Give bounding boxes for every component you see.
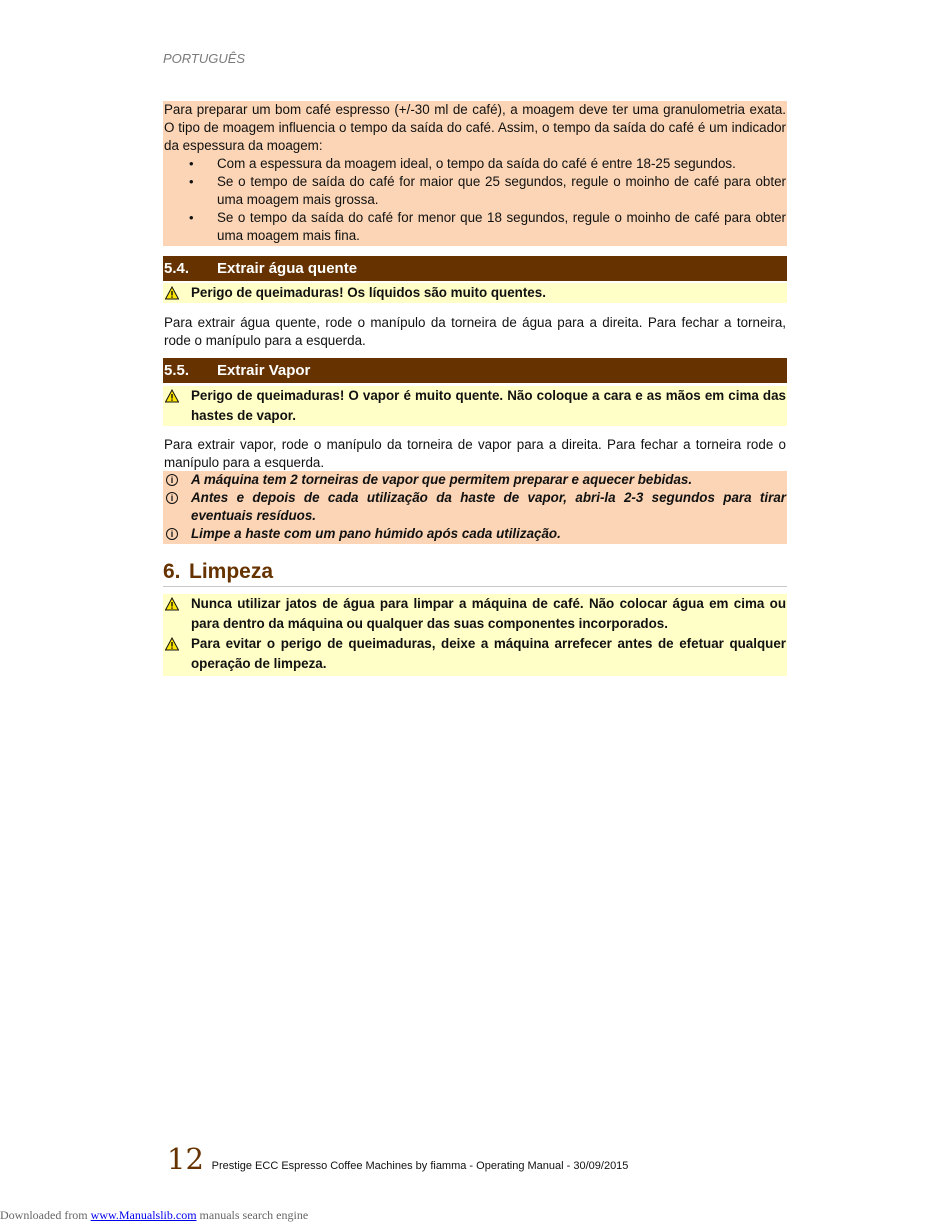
steam-warning bbox=[163, 386, 787, 426]
warning-row bbox=[163, 594, 787, 634]
page-footer bbox=[167, 1142, 628, 1176]
body-text: Para extrair vapor, rode o manípulo da torneira de vapor para a direita. Para fechar a torneira rode o manípulo para a esquerda. bbox=[164, 437, 786, 470]
chapter-heading-6 bbox=[163, 558, 787, 587]
language-header: PORTUGUÊS bbox=[163, 51, 246, 66]
warning-triangle-icon bbox=[165, 389, 179, 403]
info-row bbox=[163, 525, 787, 544]
section-heading-5-4 bbox=[163, 256, 787, 281]
bullet-icon: • bbox=[189, 156, 194, 171]
warning-triangle-icon bbox=[165, 637, 179, 651]
section-title: Extrair Vapor bbox=[217, 362, 311, 379]
bullet-icon: • bbox=[189, 210, 194, 225]
info-icon: i bbox=[166, 492, 178, 504]
warning-text: Perigo de queimaduras! O vapor é muito quente. Não coloque a cara e as mãos em cima das hastes de vapor. bbox=[191, 388, 786, 423]
section-number: 5.5. bbox=[164, 362, 190, 379]
hot-water-body bbox=[163, 314, 787, 350]
warning-text: Nunca utilizar jatos de água para limpar a máquina de café. Não colocar água em cima ou para dentro da máquina ou qualquer das suas componentes incorporados. bbox=[191, 596, 786, 631]
grind-bullet-list bbox=[163, 155, 787, 246]
warning-row bbox=[163, 283, 787, 303]
chapter-number: 6. bbox=[163, 560, 181, 583]
grind-intro-text: Para preparar um bom café espresso (+/-30 ml de café), a moagem deve ter uma granulometria exata. O tipo de moagem influencia o tempo da saída do café. Assim, o tempo da saída do café é um indicador da espessura da moagem: bbox=[164, 102, 786, 153]
bullet-icon: • bbox=[189, 174, 194, 189]
info-text: A máquina tem 2 torneiras de vapor que permitem preparar e aquecer bebidas. bbox=[191, 472, 693, 487]
page-number: 12 bbox=[167, 1142, 204, 1176]
list-item-text: Se o tempo de saída do café for maior que 25 segundos, regule o moinho de café para obter uma moagem mais grossa. bbox=[217, 174, 786, 207]
warning-row bbox=[163, 634, 787, 676]
list-item bbox=[189, 155, 787, 173]
download-bar bbox=[0, 1206, 308, 1224]
section-title: Extrair água quente bbox=[217, 260, 358, 277]
body-text: Para extrair água quente, rode o manípulo da torneira de água para a direita. Para fechar a torneira, rode o manípulo para a esquerda. bbox=[164, 315, 786, 348]
warning-triangle-icon bbox=[165, 286, 179, 300]
info-icon: i bbox=[166, 474, 178, 486]
info-text: Antes e depois de cada utilização da haste de vapor, abri-la 2-3 segundos para tirar eventuais resíduos. bbox=[191, 490, 786, 523]
section-number: 5.4. bbox=[164, 260, 190, 277]
warning-text: Perigo de queimaduras! Os líquidos são muito quentes. bbox=[191, 285, 546, 300]
warning-row bbox=[163, 386, 787, 426]
download-suffix: manuals search engine bbox=[199, 1208, 309, 1222]
download-prefix: Downloaded from bbox=[0, 1208, 88, 1222]
manualslib-link[interactable]: www.Manualslib.com bbox=[90, 1208, 197, 1222]
steam-info-box bbox=[163, 471, 787, 544]
warning-triangle-icon bbox=[165, 597, 179, 611]
chapter-title: Limpeza bbox=[189, 560, 274, 583]
list-item bbox=[189, 173, 787, 209]
info-text: Limpe a haste com um pano húmido após cada utilização. bbox=[191, 526, 561, 541]
footer-text: Prestige ECC Espresso Coffee Machines by fiamma - Operating Manual - 30/09/2015 bbox=[211, 1160, 629, 1172]
cleaning-warnings bbox=[163, 594, 787, 676]
list-item bbox=[189, 209, 787, 245]
info-icon: i bbox=[166, 528, 178, 540]
grind-info-box bbox=[163, 101, 787, 246]
list-item-text: Se o tempo da saída do café for menor que 18 segundos, regule o moinho de café para obter uma moagem mais fina. bbox=[217, 210, 786, 243]
section-heading-5-5 bbox=[163, 358, 787, 383]
info-row bbox=[163, 471, 787, 489]
info-row bbox=[163, 489, 787, 525]
hot-water-warning bbox=[163, 283, 787, 303]
list-item-text: Com a espessura da moagem ideal, o tempo da saída do café é entre 18-25 segundos. bbox=[217, 156, 736, 171]
warning-text: Para evitar o perigo de queimaduras, deixe a máquina arrefecer antes de efetuar qualquer operação de limpeza. bbox=[191, 636, 786, 671]
steam-body bbox=[163, 436, 787, 472]
